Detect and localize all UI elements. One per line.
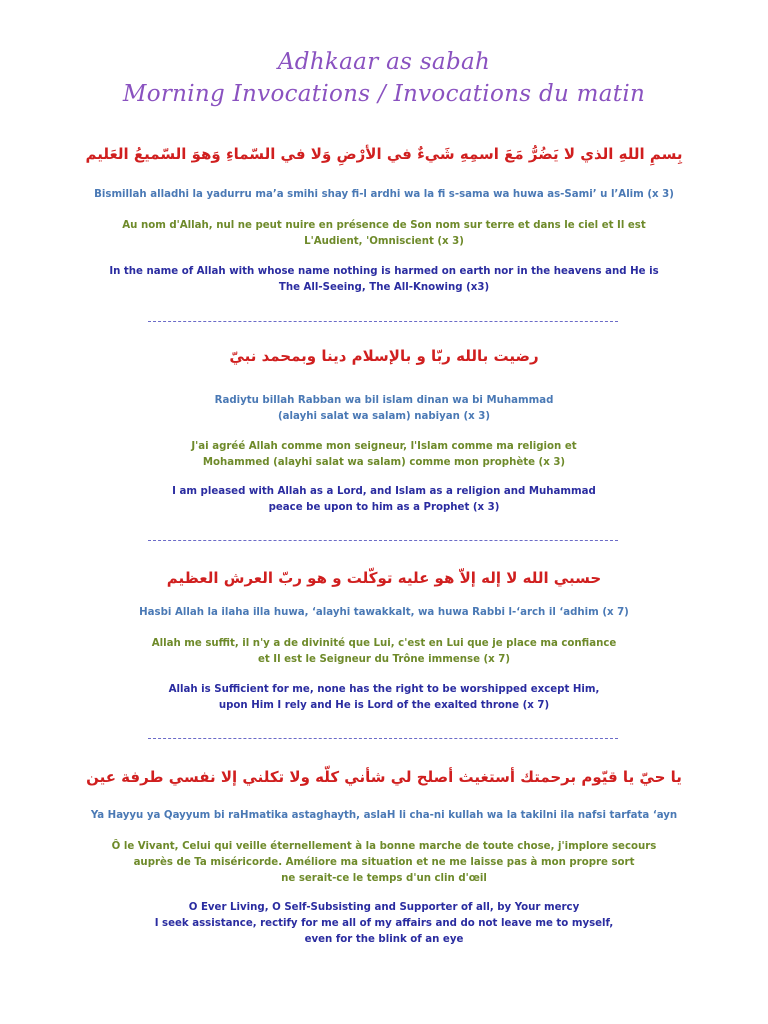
text-line: L'Audient, 'Omniscient (x 3) xyxy=(304,236,464,247)
text-line: et Il est le Seigneur du Trône immense (x 7) xyxy=(257,654,511,665)
arabic-invocation-3: حسبي الله لا إله إلاّ هو عليه توكّلت و هو ربّ العرش العظيم xyxy=(166,569,602,587)
text-line: Mohammed (alayhi salat wa salam) comme mon prophète (x 3) xyxy=(202,457,566,468)
french-translation-1 xyxy=(60,218,708,250)
arabic-invocation-1: بِسمِ اللهِ الذي لا يَضُرُّ مَعَ اسمِهِ شَيءٌ في الأرْضِ وَلا في السّماءِ وَهوَ السّميعُ العَليم xyxy=(85,145,683,163)
transliteration-3 xyxy=(60,605,708,621)
transliteration-2 xyxy=(60,393,708,425)
document-title: Adhkaar as sabah xyxy=(277,49,491,75)
french-translation-2 xyxy=(60,439,708,471)
text-line: O Ever Living, O Self-Subsisting and Supporter of all, by Your mercy xyxy=(188,902,580,913)
text-line: J'ai agréé Allah comme mon seigneur, l'Islam comme ma religion et xyxy=(191,441,577,452)
text-line: The All-Seeing, The All-Knowing (x3) xyxy=(278,282,490,293)
separator-line xyxy=(148,738,618,739)
text-line: Au nom d'Allah, nul ne peut nuire en présence de Son nom sur terre et dans le ciel et Il est xyxy=(122,220,646,231)
text-line: even for the blink of an eye xyxy=(304,934,464,945)
text-line: Allah is Sufficient for me, none has the right to be worshipped except Him, xyxy=(168,684,600,695)
text-line: Ô le Vivant, Celui qui veille éternellement à la bonne marche de toute chose, j'implore secours xyxy=(111,841,657,852)
text-line: In the name of Allah with whose name nothing is harmed on earth nor in the heavens and He is xyxy=(109,266,659,277)
english-translation-4 xyxy=(39,900,729,948)
text-line: Hasbi Allah la ilaha illa huwa, ‘alayhi tawakkalt, wa huwa Rabbi l-‘arch il ‘adhim (x 7) xyxy=(139,607,629,618)
text-line: Allah me suffit, il n'y a de divinité que Lui, c'est en Lui que je place ma confiance xyxy=(151,638,617,649)
english-translation-1 xyxy=(60,264,708,296)
text-line: I am pleased with Allah as a Lord, and Islam as a religion and Muhammad xyxy=(172,486,596,497)
text-line: Radiytu billah Rabban wa bil islam dinan wa bi Muhammad xyxy=(214,395,554,406)
english-translation-3 xyxy=(60,682,708,714)
arabic-invocation-2: رضيت بالله ربّا و بالإسلام دينا وبمحمد نبيّ xyxy=(229,347,539,365)
text-line: auprès de Ta miséricorde. Améliore ma situation et ne me laisse pas à mon propre sort xyxy=(133,857,635,868)
separator-line xyxy=(148,540,618,541)
text-line: peace be upon to him as a Prophet (x 3) xyxy=(268,502,500,513)
french-translation-3 xyxy=(60,636,708,668)
transliteration-1 xyxy=(39,187,729,203)
arabic-invocation-4: يا حيّ يا قيّوم برحمتك أستغيث أصلح لي شأني كلّه ولا تكلني إلا نفسي طرفة عين xyxy=(86,768,682,786)
text-line: ne serait-ce le temps d'un clin d'œil xyxy=(281,873,487,884)
english-translation-2 xyxy=(60,484,708,516)
separator-line xyxy=(148,321,618,322)
text-line: (alayhi salat wa salam) nabiyan (x 3) xyxy=(278,411,490,422)
text-line: I seek assistance, rectify for me all of my affairs and do not leave me to myself, xyxy=(154,918,614,929)
transliteration-4 xyxy=(39,808,729,824)
text-line: Ya Hayyu ya Qayyum bi raHmatika astaghayth, aslaH li cha-ni kullah wa la takilni ila nafsi tarfata ‘ayn xyxy=(90,810,678,821)
text-line: upon Him I rely and He is Lord of the exalted throne (x 7) xyxy=(218,700,550,711)
text-line: Bismillah alladhi la yadurru ma’a smihi shay fi-l ardhi wa la fi s-sama wa huwa as-Sami’ u l’Alim (x 3) xyxy=(94,189,674,200)
document-subtitle: Morning Invocations / Invocations du matin xyxy=(122,81,646,107)
french-translation-4 xyxy=(39,839,729,887)
